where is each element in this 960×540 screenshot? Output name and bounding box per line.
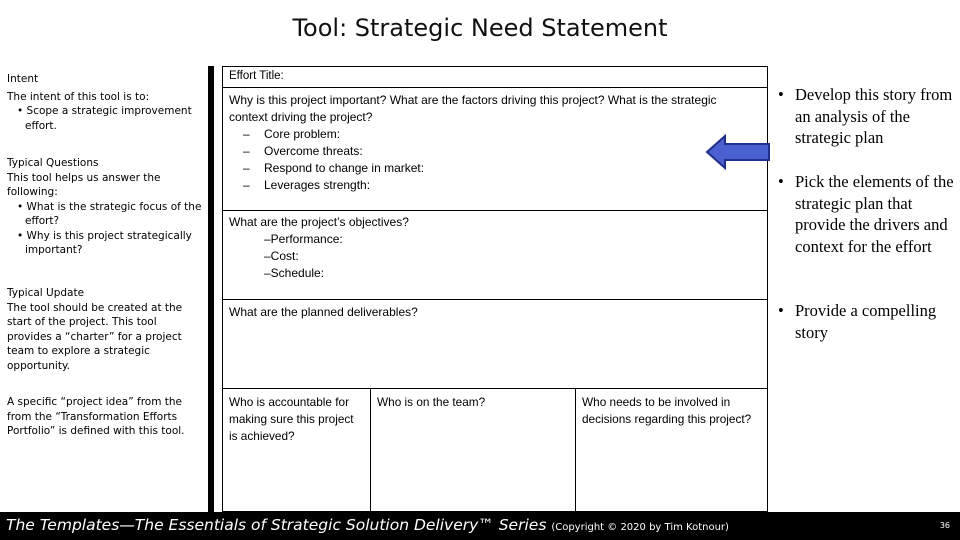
objectives-question: What are the project’s objectives? [229,215,409,229]
bullet-mark: • [778,85,784,104]
series-title: The Templates—The Essentials of Strategic Solution Delivery™ Series [6,516,547,534]
objective-item: –Performance: [264,232,343,246]
intent-text: The intent of this tool is to: [7,90,150,103]
need-statement-form [222,66,768,512]
arrow-shape [707,136,769,168]
copyright-note: (Copyright © 2020 by Tim Kotnour) [551,522,729,533]
importance-field[interactable] [222,87,768,211]
guidance-item [778,300,954,343]
importance-item [229,177,761,194]
bullet-mark: • [778,172,784,191]
importance-item-text: Core problem: [264,127,341,141]
importance-question: Why is this project important? What are the factors driving this project? What is the strategic context driving the project? [229,93,717,124]
effort-title-field[interactable]: Effort Title: [222,66,768,88]
dash-mark: – [243,144,250,158]
accountable-field[interactable]: Who is accountable for making sure this project is achieved? [222,388,371,512]
team-field[interactable]: Who is on the team? [370,388,576,512]
intent-heading: Intent [7,73,39,85]
vertical-divider [208,66,214,512]
importance-item-text: Respond to change in market: [264,161,425,175]
footer-bar [0,512,960,540]
importance-item [229,126,761,143]
dash-mark: – [243,161,250,175]
footer-text [6,516,729,534]
guidance-text: Develop this story from an analysis of the strategic plan [795,85,953,147]
objective-item: –Schedule: [264,266,325,280]
slide-title: Tool: Strategic Need Statement [292,14,668,42]
update-section [7,286,202,373]
guidance-item [778,84,954,149]
questions-bullet: • What is the strategic focus of the effort? [17,200,202,227]
importance-item-text: Leverages strength: [264,178,371,192]
questions-text: This tool helps us answer the following: [7,171,161,198]
guidance-item [778,171,954,257]
intent-bullet: • Scope a strategic improvement effort. [17,105,192,132]
dash-mark: – [243,178,250,192]
importance-item-text: Overcome threats: [264,144,363,158]
objectives-field[interactable] [222,210,768,300]
objective-item: –Cost: [264,249,299,263]
guidance-text: Provide a compelling story [795,301,937,342]
questions-heading: Typical Questions [7,157,99,169]
update-heading: Typical Update [7,287,85,299]
project-idea-note: A specific “project idea” from the from the “Transformation Efforts Portfolio” is defined with this tool. [7,396,185,437]
questions-bullet: • Why is this project strategically important? [17,229,192,256]
dash-mark: – [243,127,250,141]
importance-item [229,143,761,160]
update-text: The tool should be created at the start of the project. This tool provides a “charter” for a project team to explore a strategic opportunity. [7,301,183,372]
importance-item [229,160,761,177]
deliverables-field[interactable]: What are the planned deliverables? [222,299,768,389]
decisions-field[interactable]: Who needs to be involved in decisions regarding this project? [575,388,768,512]
intent-section [7,72,202,133]
page-number: 36 [939,521,950,530]
bullet-mark: • [778,301,784,320]
questions-section [7,156,202,258]
guidance-text: Pick the elements of the strategic plan that provide the drivers and context for the effort [795,172,954,256]
left-arrow-icon [705,134,771,170]
